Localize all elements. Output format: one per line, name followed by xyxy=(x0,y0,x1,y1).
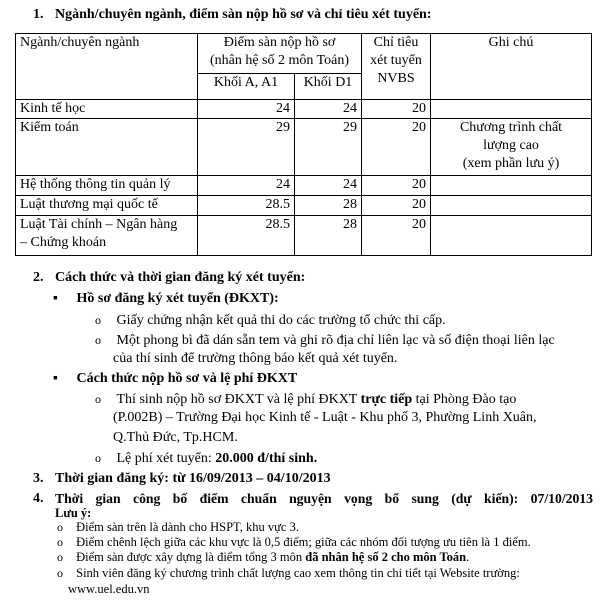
cell-quota: 20 xyxy=(362,176,431,196)
cell-quota: 20 xyxy=(362,196,431,216)
note-item: o Sinh viên đăng ký chương trình chất lượng cao xem thông tin chi tiết tại Website trường: xyxy=(57,566,520,580)
table-row xyxy=(16,216,592,256)
cell-khoi-d: 24 xyxy=(295,100,362,119)
section-4-number: 4. xyxy=(33,491,44,506)
list-item: o Lệ phí xét tuyển: 20.000 đ/thí sinh. xyxy=(95,451,318,466)
table-row xyxy=(16,100,592,119)
cell-major: Hệ thống thông tin quản lý xyxy=(16,176,198,196)
cell-quota: 20 xyxy=(362,119,431,176)
cell-note xyxy=(431,176,592,196)
subsection-1 xyxy=(53,290,279,308)
list-item-continuation: (P.002B) – Trường Đại học Kinh tế - Luật - Khu phố 3, Phường Linh Xuân, xyxy=(113,410,537,425)
section-3-text: Thời gian đăng ký: từ 16/09/2013 – 04/10/2013 xyxy=(55,471,331,486)
cell-khoi-d: 24 xyxy=(295,176,362,196)
cell-major: Kiểm toán xyxy=(16,119,198,176)
cell-khoi-a: 24 xyxy=(198,100,295,119)
cell-khoi-a: 28.5 xyxy=(198,196,295,216)
circle-bullet-icon: o xyxy=(57,535,63,549)
subsection-2-title: Cách thức nộp hồ sơ và lệ phí ĐKXT xyxy=(76,371,298,386)
admission-table xyxy=(15,33,592,256)
list-item-continuation: Q.Thủ Đức, Tp.HCM. xyxy=(113,430,238,445)
circle-bullet-icon: o xyxy=(57,520,63,534)
circle-bullet-icon: o xyxy=(95,313,101,327)
cell-khoi-a: 29 xyxy=(198,119,295,176)
header-major: Ngành/chuyên ngành xyxy=(16,34,198,100)
list-item: o Thí sinh nộp hồ sơ ĐKXT và lệ phí ĐKXT trực tiếp tại Phòng Đào tạo xyxy=(95,392,517,407)
list-item-continuation: của thí sinh để trường thông báo kết quả xét tuyển. xyxy=(113,351,398,366)
square-bullet-icon: ▪ xyxy=(53,371,58,386)
note-item: o Điểm chênh lệch giữa các khu vực là 0,5 điểm; giữa các nhóm đối tượng ưu tiên là 1 điểm. xyxy=(57,535,531,549)
table-row xyxy=(16,176,592,196)
cell-major: Luật thương mại quốc tế xyxy=(16,196,198,216)
square-bullet-icon: ▪ xyxy=(53,291,58,306)
section-3-number: 3. xyxy=(33,471,44,486)
section-1-number: 1. xyxy=(33,7,44,22)
circle-bullet-icon: o xyxy=(95,451,101,465)
header-khoi-a: Khối A, A1 xyxy=(198,74,295,100)
circle-bullet-icon: o xyxy=(57,550,63,564)
table-row xyxy=(16,119,592,176)
table-header-row xyxy=(16,34,592,74)
circle-bullet-icon: o xyxy=(57,566,63,580)
cell-note xyxy=(431,196,592,216)
circle-bullet-icon: o xyxy=(95,392,101,406)
subsection-1-title: Hồ sơ đăng ký xét tuyển (ĐKXT): xyxy=(76,291,279,306)
header-quota: Chỉ tiêu xét tuyển NVBS xyxy=(362,34,431,100)
website-link[interactable]: www.uel.edu.vn xyxy=(68,582,150,596)
cell-khoi-a: 24 xyxy=(198,176,295,196)
circle-bullet-icon: o xyxy=(95,333,101,347)
table-row xyxy=(16,196,592,216)
cell-quota: 20 xyxy=(362,100,431,119)
list-item: o Một phong bì đã dán sẵn tem và ghi rõ địa chỉ liên lạc và số điện thoại liên lạc xyxy=(95,333,555,348)
cell-quota: 20 xyxy=(362,216,431,256)
section-4-text: Thời gian công bố điểm chuẩn nguyện vọng bổ sung (dự kiến): 07/10/2013 xyxy=(55,491,593,506)
section-1-title: Ngành/chuyên ngành, điểm sàn nộp hồ sơ và chỉ tiêu xét tuyển: xyxy=(55,7,432,22)
header-note: Ghi chú xyxy=(431,34,592,100)
note-item: o Điểm sàn được xây dựng là điểm tổng 3 môn đã nhân hệ số 2 cho môn Toán. xyxy=(57,550,470,564)
cell-note: Chương trình chất lượng cao (xem phần lưu ý) xyxy=(431,119,592,176)
cell-major: Luật Tài chính – Ngân hàng – Chứng khoán xyxy=(16,216,198,256)
cell-khoi-a: 28.5 xyxy=(198,216,295,256)
cell-note xyxy=(431,216,592,256)
header-khoi-d: Khối D1 xyxy=(295,74,362,100)
section-2-title: Cách thức và thời gian đăng ký xét tuyển: xyxy=(55,270,306,285)
cell-major: Kinh tế học xyxy=(16,100,198,119)
note-item: o Điểm sàn trên là dành cho HSPT, khu vực 3. xyxy=(57,520,299,534)
header-score-group: Điểm sàn nộp hồ sơ (nhân hệ số 2 môn Toán) xyxy=(198,34,362,74)
cell-note xyxy=(431,100,592,119)
cell-khoi-d: 28 xyxy=(295,216,362,256)
note-title: Lưu ý: xyxy=(55,506,92,520)
section-2-number: 2. xyxy=(33,270,44,285)
cell-khoi-d: 29 xyxy=(295,119,362,176)
cell-khoi-d: 28 xyxy=(295,196,362,216)
list-item: o Giấy chứng nhận kết quả thi do các trường tổ chức thi cấp. xyxy=(95,313,446,328)
subsection-2 xyxy=(53,370,297,388)
